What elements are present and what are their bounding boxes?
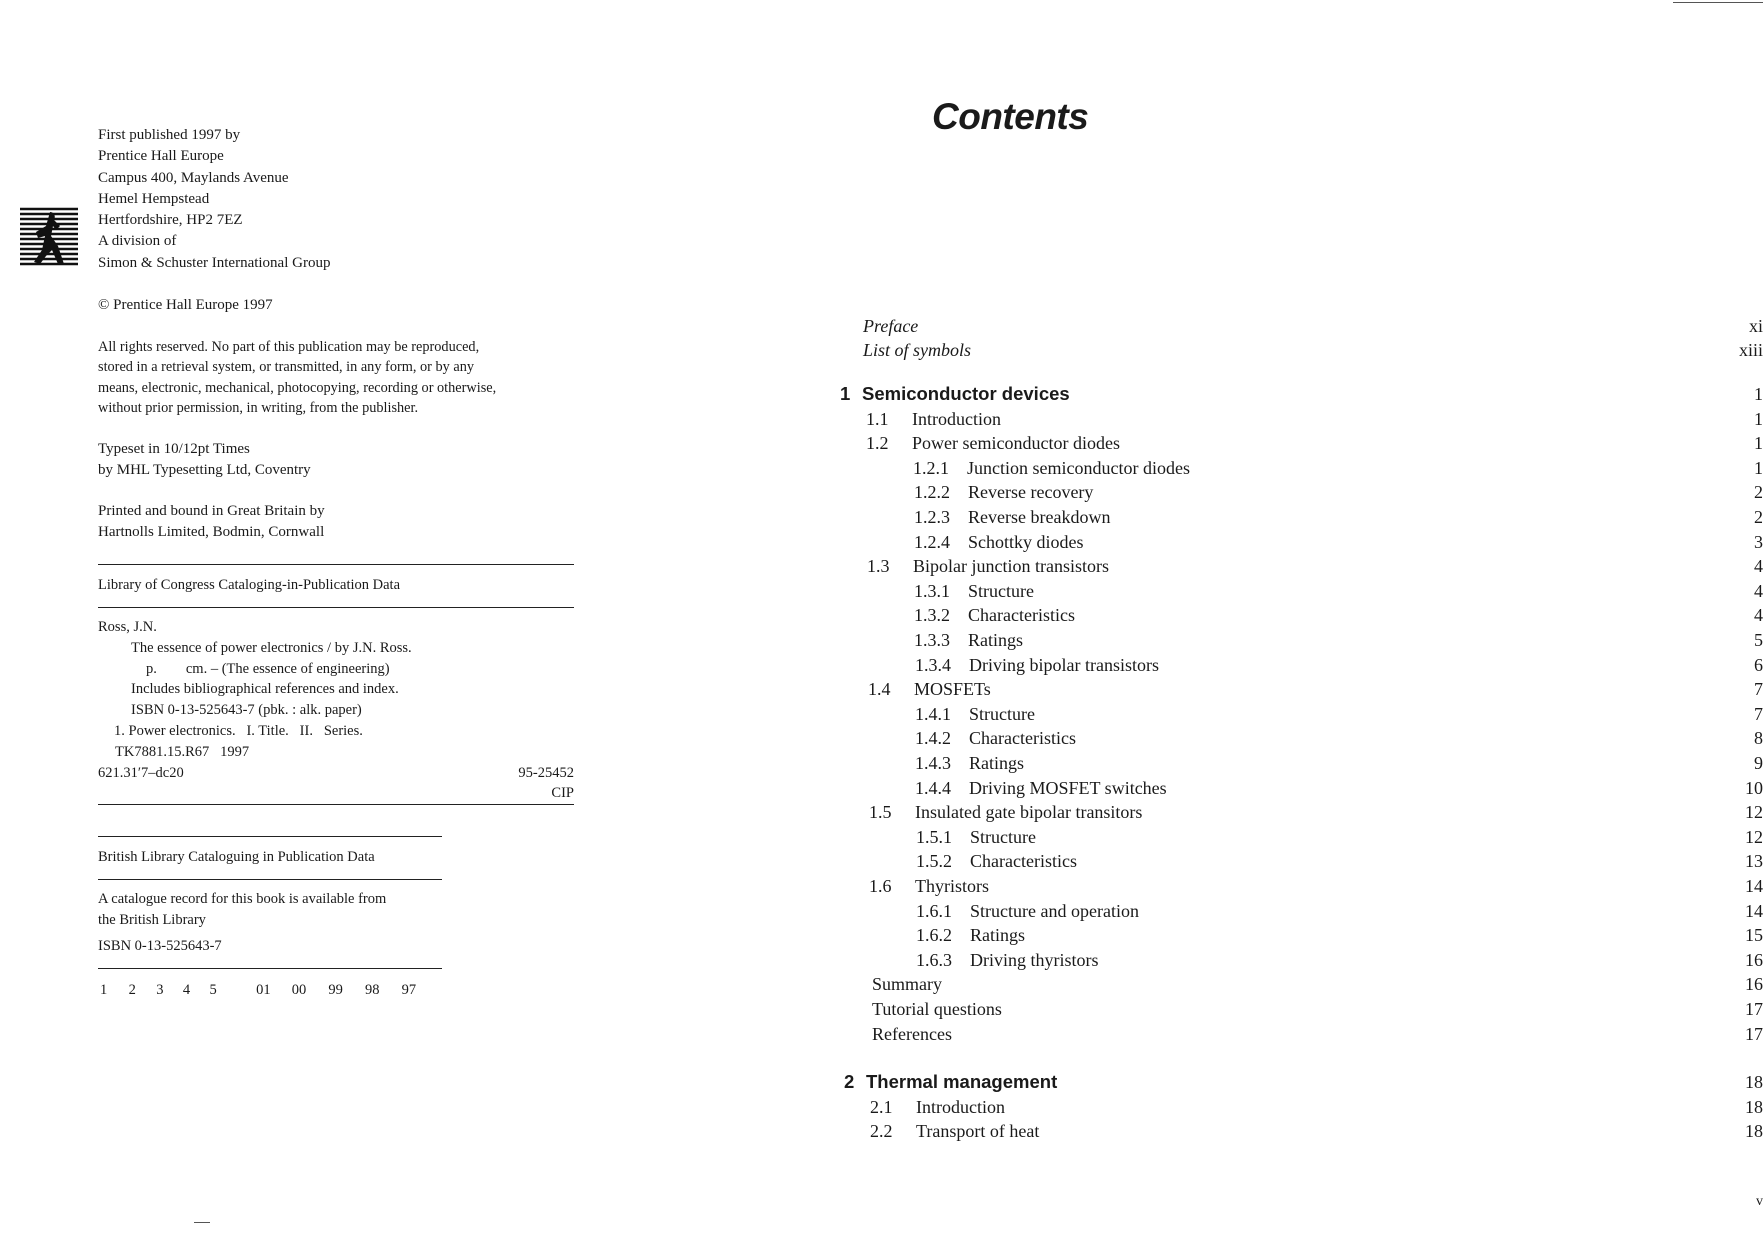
toc-page-number: 1 bbox=[1754, 409, 1763, 429]
toc-number: 1 bbox=[840, 383, 851, 404]
toc-entry bbox=[760, 702, 1763, 726]
loc-dewey: 621.31′7–dc20 bbox=[98, 764, 184, 781]
toc-number: 1.4 bbox=[868, 679, 891, 699]
loc-cip-heading: Library of Congress Cataloging-in-Publication Data bbox=[98, 577, 401, 593]
publisher-line: Prentice Hall Europe bbox=[98, 148, 224, 165]
toc-page-number: 18 bbox=[1745, 1097, 1763, 1117]
loc-series: p. cm. – (The essence of engineering) bbox=[146, 660, 390, 677]
toc-label: Transport of heat bbox=[916, 1121, 1040, 1141]
printer-line: Printed and bound in Great Britain by bbox=[98, 503, 325, 519]
toc-entry bbox=[760, 825, 1763, 849]
toc-entry bbox=[760, 628, 1763, 652]
toc-number: 1.4.3 bbox=[915, 753, 951, 773]
typeset-info bbox=[98, 439, 311, 482]
toc-label: Bipolar junction transistors bbox=[913, 556, 1109, 576]
toc-page-number: 14 bbox=[1745, 876, 1763, 896]
rights-line: means, electronic, mechanical, photocopying, recording or otherwise, bbox=[98, 379, 497, 396]
toc-page-number: 5 bbox=[1754, 630, 1763, 650]
toc-label: Thyristors bbox=[915, 876, 989, 896]
toc-entry bbox=[760, 1022, 1763, 1046]
toc-label: Power semiconductor diodes bbox=[912, 433, 1120, 453]
toc-number: 1.2.3 bbox=[914, 507, 950, 527]
publisher-line: Hemel Hempstead bbox=[98, 190, 210, 207]
copyright-notice: © Prentice Hall Europe 1997 bbox=[98, 297, 273, 313]
printer-line: Hartnolls Limited, Bodmin, Cornwall bbox=[98, 524, 325, 541]
toc-label: Structure bbox=[969, 704, 1035, 724]
toc-label: Driving thyristors bbox=[970, 950, 1099, 970]
printing-number: 4 bbox=[182, 982, 191, 998]
loc-includes: Includes bibliographical references and index. bbox=[131, 681, 399, 698]
toc-entry bbox=[760, 849, 1763, 873]
loc-dewey-row bbox=[98, 763, 574, 784]
loc-record-number: 95-25452 bbox=[518, 764, 574, 781]
bl-record-line: the British Library bbox=[98, 911, 206, 928]
toc-page-number: 3 bbox=[1754, 532, 1763, 552]
loc-call-number: TK7881.15.R67 1997 bbox=[115, 743, 250, 760]
toc-page-number: 18 bbox=[1745, 1121, 1763, 1141]
printing-number: 97 bbox=[401, 982, 417, 998]
toc-label: Thermal management bbox=[866, 1071, 1058, 1092]
toc-label: Structure bbox=[968, 581, 1034, 601]
toc-page-number: 7 bbox=[1754, 679, 1763, 699]
scan-mark bbox=[194, 1222, 210, 1223]
toc-label: Structure bbox=[970, 827, 1036, 847]
printing-number: 3 bbox=[156, 982, 164, 998]
toc-entry bbox=[760, 800, 1763, 824]
toc-page-number: xi bbox=[1748, 316, 1763, 336]
toc-entry bbox=[760, 480, 1763, 504]
toc-number: 1.3.3 bbox=[914, 630, 950, 650]
toc-label: Insulated gate bipolar transitors bbox=[915, 802, 1143, 822]
publisher-line: First published 1997 by bbox=[98, 127, 241, 143]
rights-line: All rights reserved. No part of this publication may be reproduced, bbox=[98, 339, 480, 355]
toc-label: Characteristics bbox=[970, 851, 1077, 871]
toc-label: Introduction bbox=[912, 409, 1001, 429]
toc-page-number: 1 bbox=[1754, 458, 1763, 478]
toc-page-number: 8 bbox=[1754, 728, 1763, 748]
toc-number: 1.2.1 bbox=[913, 458, 949, 478]
toc-entry bbox=[760, 948, 1763, 972]
toc-entry bbox=[760, 874, 1763, 898]
toc-page-number: 12 bbox=[1745, 827, 1763, 847]
divider bbox=[98, 564, 574, 565]
toc-page-number: 4 bbox=[1754, 581, 1763, 601]
toc-label: Introduction bbox=[916, 1097, 1005, 1117]
toc-number: 1.5 bbox=[869, 802, 892, 822]
toc-page-number: 13 bbox=[1745, 851, 1763, 871]
toc-page-number: 17 bbox=[1745, 1024, 1763, 1044]
toc-number: 2 bbox=[844, 1071, 855, 1092]
toc-entry bbox=[760, 431, 1763, 455]
bl-isbn: ISBN 0-13-525643-7 bbox=[98, 938, 222, 954]
toc-entry bbox=[760, 505, 1763, 529]
loc-cip-record bbox=[98, 617, 574, 804]
toc-label: Junction semiconductor diodes bbox=[967, 458, 1190, 478]
toc-page-number: 2 bbox=[1754, 507, 1763, 527]
toc-label: Reverse breakdown bbox=[968, 507, 1111, 527]
loc-isbn: ISBN 0-13-525643-7 (pbk. : alk. paper) bbox=[131, 702, 362, 719]
publisher-address bbox=[98, 125, 330, 274]
rights-line: without prior permission, in writing, from the publisher. bbox=[98, 399, 419, 416]
toc-label: Reverse recovery bbox=[968, 482, 1094, 502]
toc-number: 1.2.2 bbox=[914, 482, 950, 502]
toc-entry bbox=[760, 456, 1763, 480]
loc-cip: CIP bbox=[551, 785, 574, 802]
toc-page-number: 4 bbox=[1754, 556, 1763, 576]
toc-page-number: 12 bbox=[1745, 802, 1763, 822]
toc-page-number: 2 bbox=[1754, 482, 1763, 502]
toc-number: 2.2 bbox=[870, 1121, 893, 1141]
toc-label: Characteristics bbox=[969, 728, 1076, 748]
toc-number: 1.4.4 bbox=[915, 778, 951, 798]
page-title: Contents bbox=[932, 96, 1089, 137]
toc-page-number: 15 bbox=[1745, 925, 1763, 945]
publisher-line: Hertfordshire, HP2 7EZ bbox=[98, 212, 243, 229]
toc-label: Schottky diodes bbox=[968, 532, 1084, 552]
toc-label: Driving bipolar transistors bbox=[969, 655, 1159, 675]
divider bbox=[98, 879, 442, 880]
toc-page-number: 9 bbox=[1754, 753, 1763, 773]
toc-page-number: 1 bbox=[1754, 384, 1763, 404]
printing-number: 01 bbox=[256, 982, 271, 998]
loc-subjects: 1. Power electronics. I. Title. II. Series. bbox=[114, 722, 363, 739]
rights-line: stored in a retrieval system, or transmitted, in any form, or by any bbox=[98, 359, 474, 376]
toc-number: 1.6.2 bbox=[916, 925, 952, 945]
loc-title: The essence of power electronics / by J.N. Ross. bbox=[131, 639, 412, 656]
publisher-logo-icon bbox=[20, 206, 78, 268]
toc-label: Tutorial questions bbox=[872, 999, 1002, 1019]
toc-number: 1.4.2 bbox=[915, 728, 951, 748]
divider bbox=[98, 836, 442, 837]
toc-entry bbox=[760, 899, 1763, 923]
toc-page-number: 16 bbox=[1745, 950, 1763, 970]
toc-entry bbox=[760, 530, 1763, 554]
toc-number: 1.6.3 bbox=[916, 950, 952, 970]
toc-entry bbox=[760, 579, 1763, 603]
toc-entry bbox=[760, 972, 1763, 996]
toc-label: Summary bbox=[872, 974, 942, 994]
toc-number: 1.1 bbox=[866, 409, 889, 429]
toc-entry bbox=[760, 407, 1763, 431]
toc-number: 1.3.2 bbox=[914, 605, 950, 625]
printing-number: 98 bbox=[365, 982, 380, 998]
toc-entry bbox=[760, 653, 1763, 677]
loc-author: Ross, J.N. bbox=[98, 619, 157, 635]
toc-number: 1.6.1 bbox=[916, 901, 952, 921]
toc-label: Structure and operation bbox=[970, 901, 1139, 921]
toc-page-number: 1 bbox=[1754, 433, 1763, 453]
divider bbox=[98, 607, 574, 608]
typeset-line: by MHL Typesetting Ltd, Coventry bbox=[98, 462, 311, 479]
toc-front-item bbox=[760, 338, 1763, 362]
toc-entry bbox=[760, 751, 1763, 775]
scan-mark bbox=[1673, 2, 1763, 3]
toc-entry bbox=[760, 603, 1763, 627]
toc-page-number: 6 bbox=[1754, 655, 1763, 675]
toc-label: Ratings bbox=[969, 753, 1025, 773]
toc-page-number: 18 bbox=[1745, 1072, 1763, 1092]
toc-number: 1.2.4 bbox=[914, 532, 950, 552]
toc-number: 1.4.1 bbox=[915, 704, 951, 724]
toc-page-number: xiii bbox=[1738, 340, 1763, 360]
bl-cip-heading: British Library Cataloguing in Publication Data bbox=[98, 849, 375, 865]
copyright-page bbox=[0, 0, 760, 1240]
toc-number: 1.5.2 bbox=[916, 851, 952, 871]
toc-page-number: 4 bbox=[1754, 605, 1763, 625]
toc-page-number: 17 bbox=[1745, 999, 1763, 1019]
toc-entry bbox=[760, 726, 1763, 750]
toc-label: References bbox=[872, 1024, 952, 1044]
toc-entry bbox=[760, 776, 1763, 800]
toc-page-number: 14 bbox=[1745, 901, 1763, 921]
printing-number-line bbox=[100, 982, 416, 999]
printing-number: 2 bbox=[128, 982, 136, 998]
page-number: v bbox=[1756, 1194, 1763, 1209]
toc-number: 1.6 bbox=[869, 876, 892, 896]
toc-number: 1.5.1 bbox=[916, 827, 952, 847]
toc-label: Ratings bbox=[970, 925, 1026, 945]
printing-number: 5 bbox=[209, 982, 217, 998]
toc-page-number: 7 bbox=[1754, 704, 1763, 724]
toc-front-item bbox=[760, 314, 1763, 338]
contents-page bbox=[760, 0, 1763, 1240]
bl-cip-record bbox=[98, 889, 442, 957]
rights-statement bbox=[98, 337, 496, 418]
printer-info bbox=[98, 501, 325, 544]
divider bbox=[98, 968, 442, 969]
publisher-line: A division of bbox=[98, 233, 177, 250]
printing-number: 1 bbox=[100, 982, 108, 998]
toc-entry bbox=[760, 1119, 1763, 1143]
toc-chapter bbox=[760, 382, 1763, 406]
divider bbox=[98, 804, 574, 805]
toc-label: MOSFETs bbox=[914, 679, 991, 699]
toc-label: List of symbols bbox=[863, 340, 972, 360]
toc-number: 2.1 bbox=[870, 1097, 893, 1117]
toc-number: 1.3 bbox=[867, 556, 890, 576]
toc-label: Preface bbox=[863, 316, 919, 336]
toc-label: Ratings bbox=[968, 630, 1024, 650]
typeset-line: Typeset in 10/12pt Times bbox=[98, 441, 250, 457]
toc-entry bbox=[760, 997, 1763, 1021]
toc-number: 1.3.4 bbox=[915, 655, 951, 675]
toc-entry bbox=[760, 554, 1763, 578]
toc-entry bbox=[760, 923, 1763, 947]
toc-number: 1.2 bbox=[866, 433, 889, 453]
toc-page-number: 16 bbox=[1745, 974, 1763, 994]
bl-record-line: A catalogue record for this book is available from bbox=[98, 891, 387, 907]
toc-entry bbox=[760, 1095, 1763, 1119]
toc-entry bbox=[760, 677, 1763, 701]
publisher-line: Campus 400, Maylands Avenue bbox=[98, 169, 289, 186]
toc-label: Driving MOSFET switches bbox=[969, 778, 1167, 798]
publisher-line: Simon & Schuster International Group bbox=[98, 254, 331, 271]
toc-label: Semiconductor devices bbox=[862, 383, 1070, 404]
printing-number: 99 bbox=[328, 982, 343, 998]
toc-label: Characteristics bbox=[968, 605, 1075, 625]
toc-page-number: 10 bbox=[1745, 778, 1763, 798]
toc-number: 1.3.1 bbox=[914, 581, 950, 601]
printing-number: 00 bbox=[291, 982, 307, 998]
toc-chapter bbox=[760, 1070, 1763, 1094]
